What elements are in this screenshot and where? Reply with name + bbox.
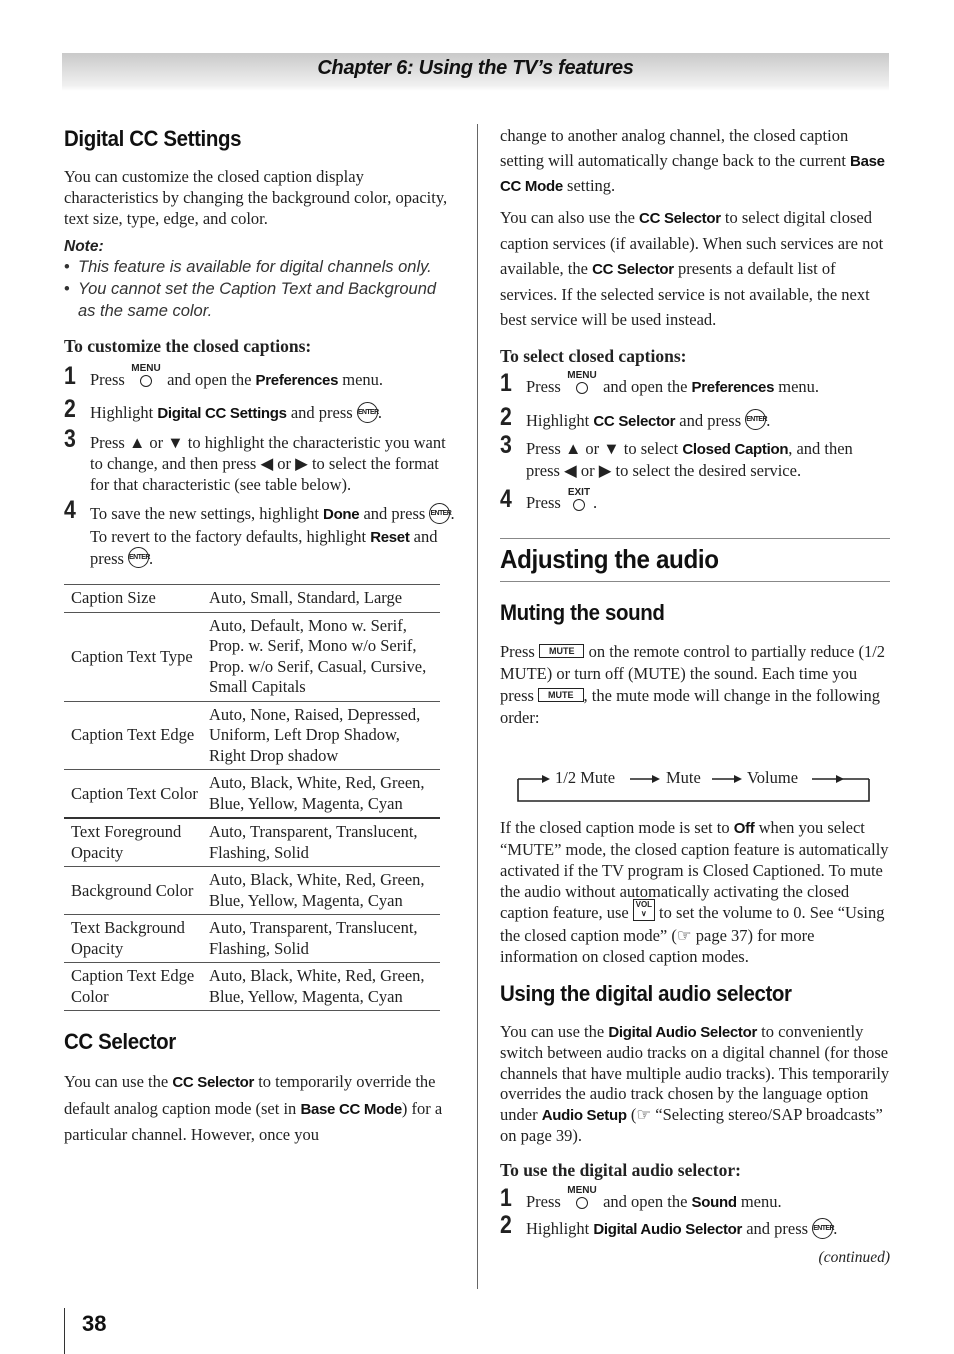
use-step-2: 2 Highlight Digital Audio Selector and press ENTER.	[500, 1211, 838, 1240]
table-row	[64, 818, 440, 867]
select-step-4: 4 Press EXIT .	[500, 485, 598, 514]
table-row	[64, 915, 440, 963]
setting-name: Text Background Opacity	[64, 915, 201, 963]
setting-name: Caption Text Color	[64, 770, 201, 819]
step-2: 2 Highlight Digital CC Settings and press ENTER.	[64, 395, 382, 424]
setting-name: Text Foreground Opacity	[64, 818, 201, 867]
bullet-icon: •	[64, 280, 70, 298]
use-step-1: 1 Press MENU and open the Sound menu.	[500, 1183, 782, 1212]
enter-button-icon: ENTER	[357, 402, 378, 423]
left-column	[64, 118, 456, 1148]
exit-button-icon: EXIT	[565, 488, 593, 510]
flow-step-mute: Mute	[666, 767, 701, 787]
divider	[500, 581, 890, 582]
mute-button-icon: MUTE	[539, 644, 585, 658]
step-3: 3 Press ▲ or ▼ to highlight the characteristic you want to change, and then press ◀ or ▶ to select the format for that characteristic (see table below).	[64, 424, 446, 494]
section-heading-digital-cc: Digital CC Settings	[64, 126, 242, 151]
continued-label: (continued)	[818, 1248, 890, 1266]
setting-options: Auto, Transparent, Translucent, Flashing, Solid	[201, 818, 440, 867]
flow-step-half-mute: 1/2 Mute	[555, 767, 616, 787]
table-row	[64, 701, 440, 770]
menu-button-icon: MENU	[565, 1186, 599, 1208]
setting-name: Caption Size	[64, 585, 201, 613]
setting-options: Auto, None, Raised, Depressed, Uniform, Left Drop Shadow, Right Drop shadow	[201, 701, 440, 770]
digital-audio-selector-text: You can use the Digital Audio Selector to conveniently switch between audio tracks on a digital channel (for those channels that have multiple audio tracks). This temporarily overrides the audio track chosen by the language option under Audio Setup (☞ “Selecting stereo/SAP broadcasts” on page 39).	[500, 1021, 890, 1146]
note-item: • You cannot set the Caption Text and Background as the same color.	[64, 280, 437, 320]
menu-button-icon: MENU	[565, 371, 599, 393]
table-row	[64, 867, 440, 915]
setting-options: Auto, Transparent, Translucent, Flashing, Solid	[201, 915, 440, 963]
section-heading-muting: Muting the sound	[500, 599, 665, 625]
note-item: • This feature is available for digital channels only.	[64, 258, 432, 276]
page-number-rule	[64, 1308, 65, 1354]
setting-name: Caption Text Edge	[64, 701, 201, 770]
menu-button-icon: MENU	[129, 364, 163, 386]
page-number: 38	[82, 1311, 107, 1336]
mute-button-icon: MUTE	[538, 688, 584, 702]
select-step-2: 2 Highlight CC Selector and press ENTER.	[500, 402, 771, 431]
table-row	[64, 963, 440, 1011]
chapter-title: Chapter 6: Using the TV’s features	[317, 57, 634, 79]
step-4: 4 To save the new settings, highlight Done and press ENTER. To revert to the factory defaults, highlight Reset and press ENTER.	[64, 495, 455, 568]
note-title: Note:	[64, 238, 104, 255]
enter-button-icon: ENTER	[429, 503, 450, 524]
flow-step-volume: Volume	[747, 767, 799, 787]
setting-options: Auto, Small, Standard, Large	[201, 585, 440, 613]
cc-selector-digital-text: You can also use the CC Selector to select digital closed caption services (if available). When such services are not available, the CC Selector presents a default list of services. If the selected service is not available, the next best service will be used instead.	[500, 207, 884, 329]
enter-button-icon: ENTER	[745, 409, 766, 430]
setting-options: Auto, Black, White, Red, Green, Blue, Yellow, Magenta, Cyan	[201, 963, 440, 1011]
cc-settings-table	[64, 584, 440, 1011]
enter-button-icon: ENTER	[812, 1218, 833, 1239]
cc-selector-continued: change to another analog channel, the closed caption setting will automatically change back to the current Base CC Mode setting.	[500, 126, 885, 195]
chapter-header	[62, 53, 889, 91]
select-step-3: 3 Press ▲ or ▼ to select Closed Caption, and then press ◀ or ▶ to select the desired service.	[500, 431, 853, 481]
mute-order-diagram	[500, 741, 890, 803]
setting-name: Background Color	[64, 867, 201, 915]
setting-options: Auto, Black, White, Red, Green, Blue, Yellow, Magenta, Cyan	[201, 770, 440, 819]
step-1: 1 Press MENU and open the Preferences menu.	[64, 362, 384, 390]
bullet-icon: •	[64, 258, 70, 276]
section-heading-adjusting-audio: Adjusting the audio	[500, 543, 719, 574]
column-divider	[477, 124, 478, 1289]
divider	[500, 538, 890, 539]
muting-text: Press MUTE on the remote control to partially reduce (1/2 MUTE) or turn off (MUTE) the sound. Each time you press MUTE , the mute mode will change in the following order:	[500, 641, 886, 727]
section-heading-cc-selector: CC Selector	[64, 1029, 176, 1055]
setting-name: Caption Text Edge Color	[64, 963, 201, 1011]
use-das-title: To use the digital audio selector:	[500, 1159, 741, 1180]
table-row	[64, 612, 440, 701]
setting-options: Auto, Black, White, Red, Green, Blue, Yellow, Magenta, Cyan	[201, 867, 440, 915]
table-row	[64, 585, 440, 613]
setting-options: Auto, Default, Mono w. Serif, Prop. w. Serif, Mono w/o Serif, Prop. w/o Serif, Casual, Cursive, Small Capitals	[201, 612, 440, 701]
cc-selector-text: You can use the CC Selector to temporarily override the default analog caption mode (set in Base CC Mode) for a particular channel. However, once you	[64, 1072, 443, 1145]
procedure-title: To customize the closed captions:	[64, 336, 312, 356]
right-column	[500, 124, 890, 1267]
table-row	[64, 770, 440, 819]
select-step-1: 1 Press MENU and open the Preferences menu.	[500, 368, 820, 397]
section-heading-digital-audio-selector: Using the digital audio selector	[500, 980, 792, 1006]
digital-cc-intro: You can customize the closed caption display characteristics by changing the background color, opacity, text size, type, edge, and color.	[64, 167, 448, 228]
select-captions-title: To select closed captions:	[500, 345, 687, 366]
mute-caption-text: If the closed caption mode is set to Off when you select “MUTE” mode, the closed caption feature is automatically activated if the TV program is Closed Captioned. To mute the audio without automatically activating the closed caption feature, use VOL ∨ to set the volume to 0. See “Using the closed caption mode” (☞ page 37) for more information on closed caption modes.	[500, 817, 889, 966]
volume-button-icon: VOL ∨	[633, 899, 655, 921]
enter-button-icon: ENTER	[128, 547, 149, 568]
setting-name: Caption Text Type	[64, 612, 201, 701]
